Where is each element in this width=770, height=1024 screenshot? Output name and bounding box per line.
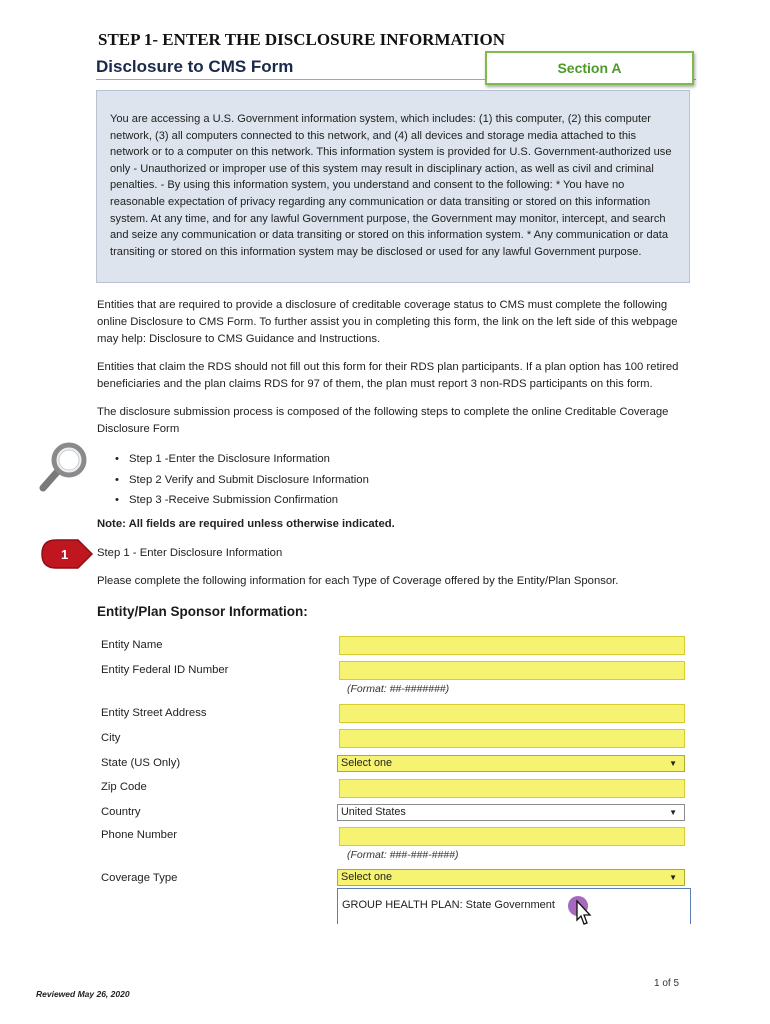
government-notice: You are accessing a U.S. Government information system, which includes: (1) this computer, (2) this computer network, (3) all computers connected to this network, and (4) all devices and storage media attached to this network or to a computer on this network. This information system is provided for U.S. Government-authorized use only - Unauthorized or improper use of this system may result in disciplinary action, as well as civil and criminal penalties. - By using this information system, you understand and consent to the following: * You have no reasonable expectation of privacy regarding any communication or data transiting or stored on this information system. At any time, and for any lawful Government purpose, the Government may monitor, intercept, and search and seize any communication or data transiting or stored on this information system. * Any communication or data transiting or stored on this information system may be disclosed or used for any lawful Government purpose. [96,90,690,283]
coverage-label: Coverage Type [101,872,178,884]
step1-label: Step 1 - Enter Disclosure Information [97,547,283,559]
coverage-option[interactable]: GROUP HEALTH PLAN: State Government [342,899,555,911]
dropdown-arrow-icon: ▼ [669,873,677,882]
state-select[interactable] [337,755,685,772]
entity-section-heading: Entity/Plan Sponsor Information: [97,604,308,619]
callout-number: 1 [61,547,69,562]
reviewed-date: Reviewed May 26, 2020 [36,989,130,999]
rds-paragraph: Entities that claim the RDS should not fill out this form for their RDS plan participants. If a plan option has 100 retired beneficiaries and the plan claims RDS for 97 of them, the plan must report 3 non-RDS participants on this form. [97,361,679,390]
coverage-select[interactable] [337,869,685,886]
phone-format: (Format: ###-###-####) [347,849,459,861]
street-input[interactable] [339,704,685,723]
step-item: • Step 2 Verify and Submit Disclosure Information [112,470,369,491]
state-label: State (US Only) [101,757,181,769]
step-item: • Step 3 -Receive Submission Confirmation [112,490,369,511]
entity-name-input[interactable] [339,636,685,655]
federal-id-input[interactable] [339,661,685,680]
required-note: Note: All fields are required unless otherwise indicated. [97,518,395,530]
step-heading: STEP 1- ENTER THE DISCLOSURE INFORMATION [98,30,505,49]
callout-badge [38,537,94,571]
zip-input[interactable] [339,779,685,798]
process-paragraph: The disclosure submission process is composed of the following steps to complete the online Creditable Coverage Disclosure Form [97,406,669,435]
federal-id-format: (Format: ##-#######) [347,683,450,695]
street-label: Entity Street Address [101,707,207,719]
dropdown-arrow-icon: ▼ [669,759,677,768]
country-selected-value: United States [341,806,406,818]
step-item: • Step 1 -Enter the Disclosure Information [112,449,369,470]
city-label: City [101,732,121,744]
mouse-cursor-icon [566,895,594,927]
section-label: Section A [557,60,622,76]
instructions-text: Please complete the following information for each Type of Coverage offered by the Entity/Plan Sponsor. [97,575,619,587]
phone-input[interactable] [339,827,685,846]
coverage-dropdown-list[interactable] [337,888,691,924]
dropdown-arrow-icon: ▼ [669,808,677,817]
city-input[interactable] [339,729,685,748]
zip-label: Zip Code [101,781,147,793]
country-label: Country [101,806,141,818]
magnifier-icon [36,441,92,497]
federal-id-label: Entity Federal ID Number [101,664,229,676]
phone-label: Phone Number [101,829,177,841]
intro-paragraph: Entities that are required to provide a disclosure of creditable coverage status to CMS must complete the following online Disclosure to CMS Form. To further assist you in completing this form, the link on the left side of this webpage may help: Disclosure to CMS Guidance and Instructions. [97,299,678,345]
country-select[interactable] [337,804,685,821]
coverage-selected-value: Select one [341,871,393,883]
page-number: 1 of 5 [654,978,680,989]
entity-name-label: Entity Name [101,639,163,651]
state-selected-value: Select one [341,757,393,769]
form-title: Disclosure to CMS Form [96,57,294,76]
section-label-box [485,51,694,85]
steps-list [112,449,369,511]
